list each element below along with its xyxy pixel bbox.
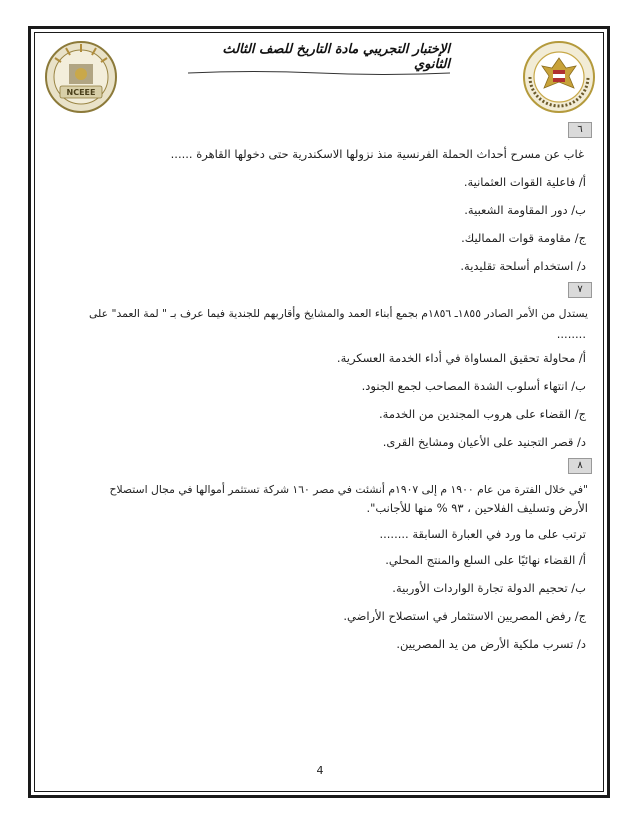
question-number-6: ٦ xyxy=(568,122,592,138)
question-number-7: ٧ xyxy=(568,282,592,298)
question-8-option-b[interactable]: ب/ تحجيم الدولة تجارة الواردات الأوربية. xyxy=(392,581,586,595)
ncee-logo-text: NCEEE xyxy=(66,88,96,97)
question-6-option-d[interactable]: د/ استخدام أسلحة تقليدية. xyxy=(460,259,586,273)
question-8-option-a[interactable]: أ/ القضاء نهائيًا على السلع والمنتج المحلي. xyxy=(385,553,586,567)
page-number: 4 xyxy=(316,764,324,777)
question-8-quote-line-2: الأرض وتسليف الفلاحين ، ٩٣ % منها للأجانب". xyxy=(366,501,588,515)
question-7-stem: يستدل من الأمر الصادر ١٨٥٥ـ ١٨٥٦م بجمع أبناء العمد والمشايخ وأقاربهم للجندية فيما عرف بـ " لمة العمد" على xyxy=(89,307,588,320)
question-6-stem: غاب عن مسرح أحداث الحملة الفرنسية منذ نزولها الاسكندرية حتى دخولها القاهرة ...... xyxy=(170,147,584,161)
question-7-stem-continuation: ........ xyxy=(556,327,586,341)
question-6-option-a[interactable]: أ/ فاعلية القوات العثمانية. xyxy=(463,175,586,189)
ncee-logo-icon xyxy=(44,40,118,114)
question-7-option-c[interactable]: ج/ القضاء على هروب المجندين من الخدمة. xyxy=(379,407,586,421)
question-6-option-b[interactable]: ب/ دور المقاومة الشعبية. xyxy=(464,203,586,217)
question-8-option-c[interactable]: ج/ رفض المصريين الاستثمار في استصلاح الأراضي. xyxy=(343,609,586,623)
question-number-8: ٨ xyxy=(568,458,592,474)
title-underline-decoration xyxy=(188,70,450,76)
ministry-eagle-emblem-icon xyxy=(522,40,596,114)
question-8-option-d[interactable]: د/ تسرب ملكية الأرض من يد المصريين. xyxy=(396,637,586,651)
question-6-option-c[interactable]: ج/ مقاومة قوات المماليك. xyxy=(461,231,586,245)
question-8-stem: ترتب على ما ورد في العبارة السابقة ........ xyxy=(379,527,586,541)
exam-title-banner xyxy=(188,44,450,70)
question-7-option-b[interactable]: ب/ انتهاء أسلوب الشدة المصاحب لجمع الجنود. xyxy=(361,379,586,393)
exam-header xyxy=(38,36,600,120)
question-7-option-a[interactable]: أ/ محاولة تحقيق المساواة في أداء الخدمة العسكرية. xyxy=(336,351,586,365)
question-8-quote-line-1: "في خلال الفترة من عام ١٩٠٠ م إلى ١٩٠٧م أنشئت في مصر ١٦٠ شركة تستثمر أموالها في مجال استصلاح xyxy=(109,483,588,496)
question-7-option-d[interactable]: د/ قصر التجنيد على الأعيان ومشايخ القرى. xyxy=(382,435,586,449)
exam-title: الإختبار التجريبي مادة التاريخ للصف الثالث الثانوي xyxy=(222,42,450,72)
